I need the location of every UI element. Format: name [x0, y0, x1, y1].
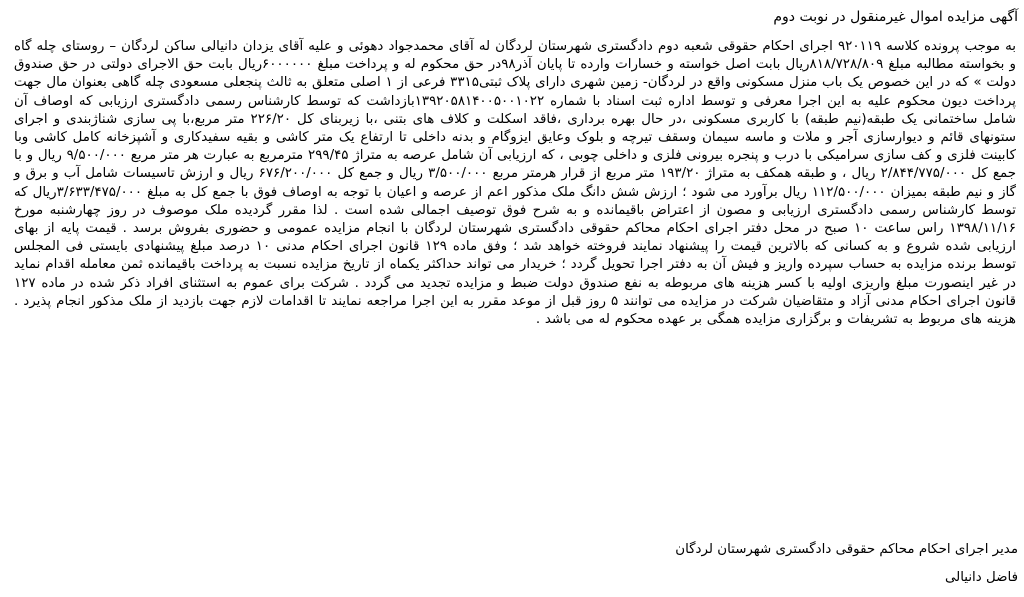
notice-title: آگهی مزایده اموال غیرمنقول در نوبت دوم: [773, 9, 1018, 25]
notice-body: به موجب پرونده کلاسه ۹۲۰۱۱۹ اجرای احکام حقوقی شعبه دوم دادگستری شهرستان لردگان له آقای محمدجواد دهوئی و علیه آقای یزدان دانیالی ساکن لردگان – روستای چله گاه و بخواسته مطالبه مبلغ ۸۱۸/۷۲۸/۸۰۹ریال بابت اصل خواسته و خسارات وارده تا پایان آذر۹۸در حق محکوم له و پرداخت مبلغ ۶۰۰۰۰۰۰ریال بابت حق الاجرای دولتی در حق صندوق دولت » که در این خصوص یک باب منزل مسکونی واقع در لردگان- زمین شهری دارای پلاک ثبتی۳۳۱۵ فرعی از ۱ اصلی متعلق به ثالث پنجعلی مسعودی چله گاهی بعنوان مال جهت پرداخت دیون محکوم علیه به این اجرا معرفی و توسط اداره ثبت اسناد با شماره ۱۳۹۲۰۵۸۱۴۰۰۵۰۰۱۰۲۲بازداشت که توسط کارشناس رسمی دادگستری ارزیابی که اوصاف آن شامل ساختمانی یک طبقه(نیم طبقه) با کاربری مسکونی ،در حال بهره برداری ،فاقد اسکلت و کلاف های بتنی ،با زیربنای کل ۲۲۶/۲۰ متر مربع،با پی سازی شناژبندی و اجرای ستونهای قائم و دیوارسازی آجر و ملات و ماسه سیمان وسقف تیرچه و بلوک وعایق ایزوگام و بدنه داخلی تا ارتفاع یک متر کاشی و بقیه سفیدکاری و آشپزخانه کامل کاشی وبا کابینت فلزی و کف سازی سرامیکی با درب و پنجره بیرونی فلزی و داخلی چوبی ، که ارزیابی آن شامل عرصه به متراژ ۲۹۹/۴۵ مترمربع به عبارت هر متر مربع ۹/۵۰۰/۰۰۰ ریال و با جمع کل ۲/۸۴۴/۷۷۵/۰۰۰ ریال ، و طبقه همکف به متراژ ۱۹۳/۲۰ متر مربع از قرار هرمتر مربع ۳/۵۰۰/۰۰۰ ریال و جمع کل ۶۷۶/۲۰۰/۰۰۰ ریال و ارزش تاسیسات شامل آب و برق و گاز و نیم طبقه بمیزان ۱۱۲/۵۰۰/۰۰۰ ریال برآورد می شود ؛ ارزش شش دانگ ملک مذکور اعم از عرصه و اعیان با توجه به اوصاف فوق با جمع کل به مبلغ ۳/۶۳۳/۴۷۵/۰۰۰ریال که توسط کارشناس رسمی دادگستری ارزیابی و مصون از اعتراض باقیمانده و به شرح فوق توصیف اجمالی شده است . لذا مقرر گردیده ملک موصوف در روز چهارشنبه مورخ ۱۳۹۸/۱۱/۱۶ راس ساعت ۱۰ صبح در محل دفتر اجرای احکام محاکم حقوقی دادگستری شهرستان لردگان با انجام مزایده عمومی و حضوری بفروش برسد . قیمت پایه از بهای ارزیابی شده شروع و به کسانی که بالاترین قیمت را پیشنهاد نمایند فروخته خواهد شد ؛ وفق ماده ۱۲۹ قانون اجرای احکام مدنی ۱۰ درصد مبلغ پیشنهادی بایستی فی المجلس توسط برنده مزایده به حساب سپرده واریز و فیش آن به دفتر اجرا تحویل گردد ؛ خریدار می تواند حداکثر یکماه از تاریخ مزایده نسبت به پرداخت باقیمانده ثمن معامله اقدام نماید در غیر اینصورت مبلغ واریزی اولیه با کسر هزینه های مربوطه به نفع صندوق دولت ضبط و مزایده تجدید می گردد . شرکت برای عموم به استثنای افراد ذکر شده در ماده ۱۲۷ قانون اجرای احکام مدنی آزاد و متقاضیان شرکت در مزایده می توانند ۵ روز قبل از موعد مقرر به این اجرا مراجعه نمایند تا اقدامات لازم جهت بازدید از ملک مذکور انجام پذیرد . هزینه های مربوط به تشریفات و برگزاری مزایده همگی بر عهده محکوم له می باشد .: [14, 39, 1017, 328]
signature-title: مدیر اجرای احکام محاکم حقوقی دادگستری شهرستان لردگان: [675, 542, 1018, 557]
signature-name: فاضل دانیالی: [944, 570, 1018, 585]
